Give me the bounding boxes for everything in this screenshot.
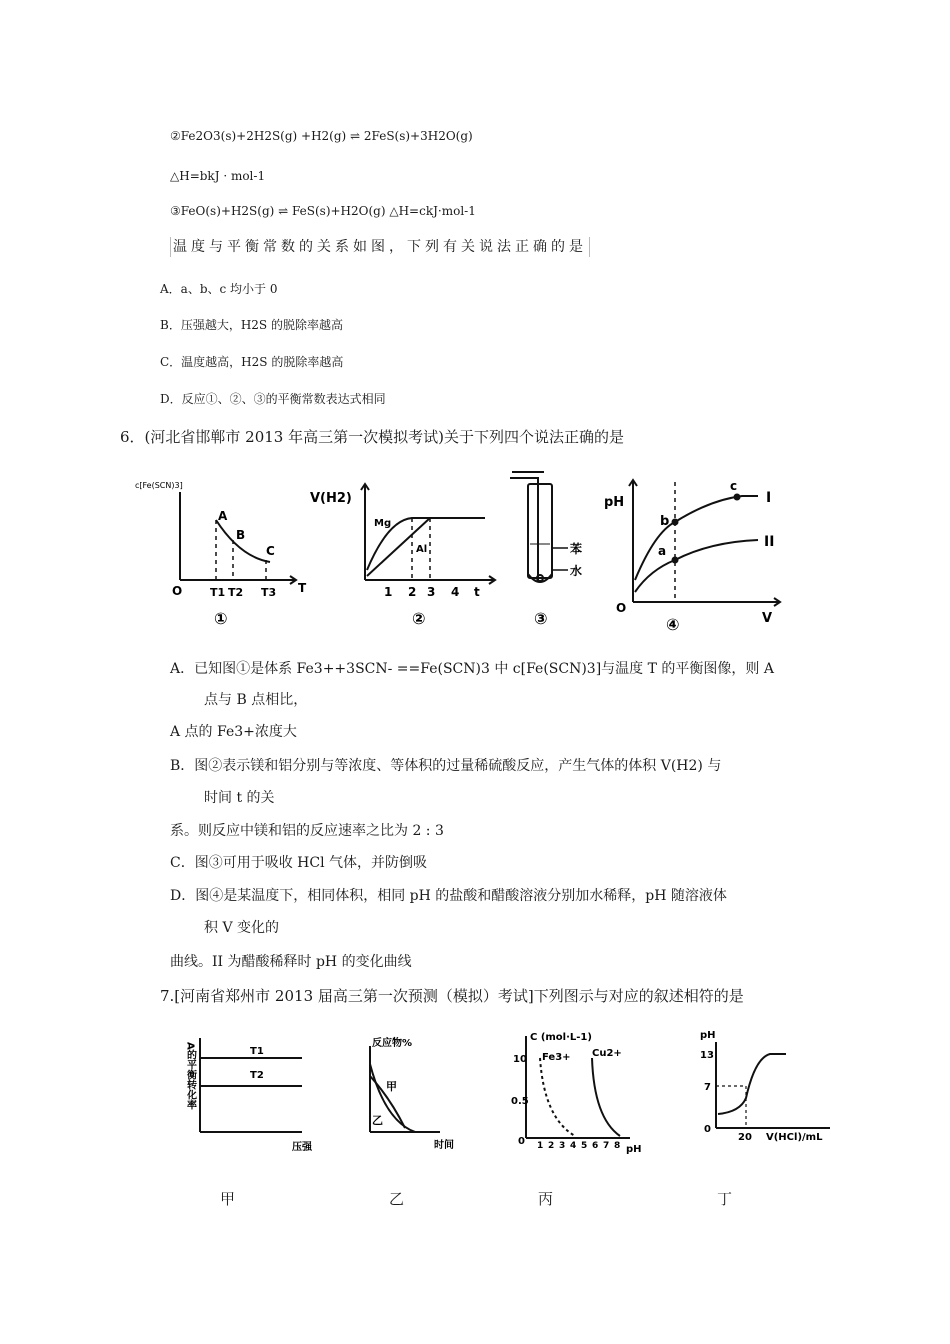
- caption-jia: 甲: [220, 1190, 236, 1208]
- chart-ding-ytick-0: 0: [704, 1124, 711, 1135]
- graph-1-point-b: B: [236, 528, 246, 542]
- graph-1-number: ①: [214, 609, 228, 628]
- graph-4: [629, 480, 780, 606]
- chart-yi-series-jia: 甲: [386, 1080, 397, 1093]
- graph-2-xlabel: t: [474, 585, 480, 599]
- option-6d-line-3: 曲线。II 为醋酸稀释时 pH 的变化曲线: [170, 954, 412, 970]
- question-6-figures: [130, 462, 790, 640]
- question-6-title: 6．(河北省邯郸市 2013 年高三第一次模拟考试)关于下列四个说法正确的是: [120, 428, 624, 446]
- chart-bing-series-cu: Cu2+: [592, 1048, 622, 1059]
- option-5d: D．反应①、②、③的平衡常数表达式相同: [160, 392, 386, 406]
- chart-ding-xtick-20: 20: [738, 1132, 752, 1143]
- option-6d-line-1: D．图④是某温度下，相同体积，相同 pH 的盐酸和醋酸溶液分别加水稀释，pH 随溶液体: [170, 888, 727, 904]
- graph-3-label-benzene: 苯: [570, 542, 583, 556]
- chart-bing-xtick-8: 8: [614, 1141, 621, 1151]
- chart-bing-ytick-10: 10: [513, 1054, 527, 1065]
- chart-bing-xtick-1: 1: [537, 1141, 544, 1151]
- chart-bing-xtick-3: 3: [559, 1141, 566, 1151]
- chart-yi-ylabel: 反应物%: [372, 1038, 413, 1049]
- graph-4-number: ④: [666, 615, 680, 634]
- graph-2-ylabel: V(H2): [310, 491, 352, 506]
- option-5a: A．a、b、c 均小于 0: [160, 282, 278, 296]
- equation-3: ③FeO(s)+H2S(g) ⇌ FeS(s)+H2O(g) △H=ckJ·mol-1: [170, 204, 476, 218]
- graph-2-tick-2: 2: [408, 585, 417, 599]
- chart-jia-xlabel: 压强: [292, 1142, 312, 1153]
- question-7-figures: [180, 1028, 840, 1154]
- graph-2-number: ②: [412, 609, 426, 628]
- enthalpy-2: △H=bkJ · mol-1: [170, 169, 266, 183]
- equation-2: ②Fe2O3(s)+2H2S(g) +H2(g) ⇌ 2FeS(s)+3H2O(g): [170, 129, 473, 143]
- chart-jia-series-t1: T1: [250, 1046, 264, 1057]
- graph-1-xlabel: T: [298, 581, 307, 595]
- chart-bing-xtick-4: 4: [570, 1141, 577, 1151]
- option-6b-line-2: 时间 t 的关: [204, 790, 275, 806]
- graph-4-curve-1: I: [766, 490, 772, 506]
- chart-bing-series-fe: Fe3+: [542, 1052, 571, 1063]
- graph-4-point-c: c: [730, 479, 738, 493]
- option-6a-line-2: 点与 B 点相比，: [204, 692, 308, 708]
- chart-bing-ytick-0: 0: [518, 1136, 525, 1147]
- chart-yi-series-yi: 乙: [372, 1114, 383, 1127]
- graph-1-ylabel: c[Fe(SCN)3]: [135, 481, 183, 490]
- chart-yi-xlabel: 时间: [434, 1140, 454, 1151]
- graph-4-point-a: a: [658, 544, 667, 558]
- option-5b: B．压强越大，H2S 的脱除率越高: [160, 318, 343, 332]
- graph-4-ylabel: pH: [604, 495, 625, 510]
- graph-2: [361, 484, 495, 584]
- chart-ding-ytick-7: 7: [704, 1082, 711, 1093]
- caption-ding: 丁: [717, 1190, 733, 1208]
- chart-bing-ylabel: C (mol·L-1): [530, 1032, 592, 1043]
- option-6a-line-1: A．已知图①是体系 Fe3++3SCN- ==Fe(SCN)3 中 c[Fe(SCN)3]与温度 T 的平衡图像，则 A: [170, 661, 774, 677]
- graph-3-number: ③: [534, 609, 548, 628]
- graph-2-curve-mg: Mg: [374, 518, 392, 529]
- chart-ding: [716, 1042, 830, 1128]
- question-5-stem: 温度与平衡常数的关系如图，下列有关说法正确的是: [170, 237, 590, 257]
- chart-bing-ytick-05: 0.5: [511, 1096, 529, 1107]
- graph-2-tick-3: 3: [427, 585, 436, 599]
- graph-4-point-b: b: [660, 514, 670, 529]
- chart-ding-ylabel: pH: [700, 1030, 716, 1041]
- option-5c: C．温度越高，H2S 的脱除率越高: [160, 355, 344, 369]
- graph-4-curve-2: II: [764, 534, 775, 550]
- caption-bing: 丙: [538, 1190, 554, 1208]
- chart-ding-xlabel: V(HCl)/mL: [766, 1132, 823, 1143]
- chart-bing-xtick-6: 6: [592, 1141, 599, 1151]
- graph-4-xlabel: V: [762, 611, 773, 626]
- graph-2-tick-1: 1: [384, 585, 393, 599]
- graph-1-tick-2: T2: [228, 586, 244, 599]
- graph-1-tick-3: T3: [261, 586, 277, 599]
- graph-1-tick-1: T1: [210, 586, 226, 599]
- graph-2-curve-al: Al: [416, 544, 428, 555]
- caption-yi: 乙: [389, 1190, 405, 1208]
- chart-bing-xtick-2: 2: [548, 1141, 555, 1151]
- chart-jia-ylabel: A的平衡转化率: [184, 1042, 196, 1110]
- chart-bing-xtick-7: 7: [603, 1141, 610, 1151]
- graph-3-apparatus: [510, 472, 568, 582]
- graph-4-origin: O: [616, 601, 627, 615]
- graph-1-point-a: A: [218, 509, 228, 523]
- option-6a-line-3: A 点的 Fe3+浓度大: [170, 724, 297, 740]
- option-6b-line-3: 系。则反应中镁和铝的反应速率之比为 2 : 3: [170, 823, 444, 839]
- chart-bing-xtick-5: 5: [581, 1141, 588, 1151]
- option-6b-line-1: B．图②表示镁和铝分别与等浓度、等体积的过量稀硫酸反应，产生气体的体积 V(H2) 与: [170, 758, 722, 774]
- question-7-title: 7.[河南省郑州市 2013 届高三第一次预测（模拟）考试]下列图示与对应的叙述相符的是: [160, 987, 744, 1005]
- chart-ding-ytick-13: 13: [700, 1050, 714, 1061]
- option-6d-line-2: 积 V 变化的: [204, 920, 280, 936]
- chart-jia-series-t2: T2: [250, 1070, 264, 1081]
- graph-1-origin: O: [172, 584, 183, 598]
- option-6c: C．图③可用于吸收 HCl 气体，并防倒吸: [170, 855, 428, 871]
- chart-bing-xlabel: pH: [626, 1144, 642, 1154]
- graph-3-label-water: 水: [570, 564, 583, 578]
- graph-2-tick-4: 4: [451, 585, 460, 599]
- graph-1-point-c: C: [266, 544, 275, 558]
